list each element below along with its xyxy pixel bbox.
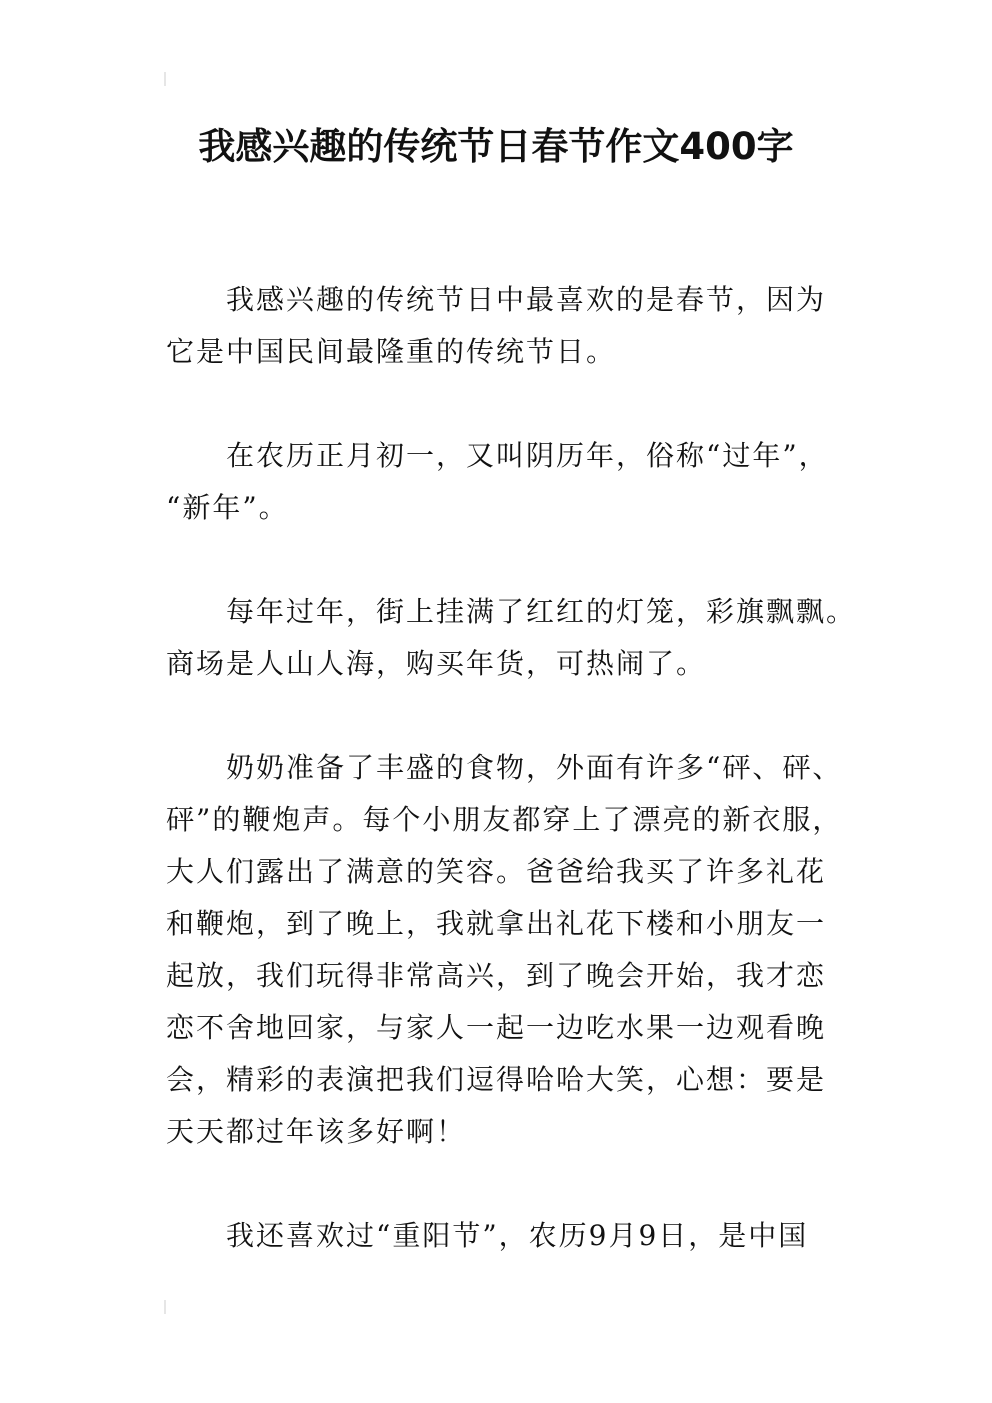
text-line: 大人们露出了满意的笑容。爸爸给我买了许多礼花: [166, 855, 827, 888]
page-margin-mark: [164, 72, 166, 86]
text-line: 起放，我们玩得非常高兴，到了晚会开始，我才恋: [166, 959, 827, 992]
text-line: 我还喜欢过“重阳节”，农历9月9日，是中国: [226, 1219, 809, 1252]
text-line: 我感兴趣的传统节日中最喜欢的是春节，因为: [226, 283, 827, 316]
paragraph: [166, 430, 846, 534]
text-line: 和鞭炮，到了晚上，我就拿出礼花下楼和小朋友一: [166, 907, 827, 940]
paragraph: [166, 1210, 846, 1262]
paragraph: [166, 742, 846, 1158]
page-margin-mark: [164, 1300, 166, 1314]
text-line: 每年过年，街上挂满了红红的灯笼，彩旗飘飘。: [226, 595, 857, 628]
paragraph: [166, 274, 846, 378]
text-line: “新年”。: [166, 491, 289, 524]
text-line: 砰”的鞭炮声。每个小朋友都穿上了漂亮的新衣服，: [166, 803, 843, 836]
text-line: 恋不舍地回家，与家人一起一边吃水果一边观看晚: [166, 1011, 827, 1044]
document-title: 我感兴趣的传统节日春节作文400字: [198, 125, 794, 168]
document-body: [166, 274, 857, 1262]
text-line: 奶奶准备了丰盛的食物，外面有许多“砰、砰、: [226, 751, 843, 784]
text-line: 商场是人山人海，购买年货，可热闹了。: [166, 647, 707, 680]
paragraph: [166, 586, 857, 690]
text-line: 天天都过年该多好啊！: [166, 1115, 467, 1148]
text-line: 它是中国民间最隆重的传统节日。: [166, 335, 617, 368]
text-line: 在农历正月初一，又叫阴历年，俗称“过年”，: [226, 439, 829, 472]
text-line: 会，精彩的表演把我们逗得哈哈大笑，心想：要是: [166, 1063, 827, 1096]
